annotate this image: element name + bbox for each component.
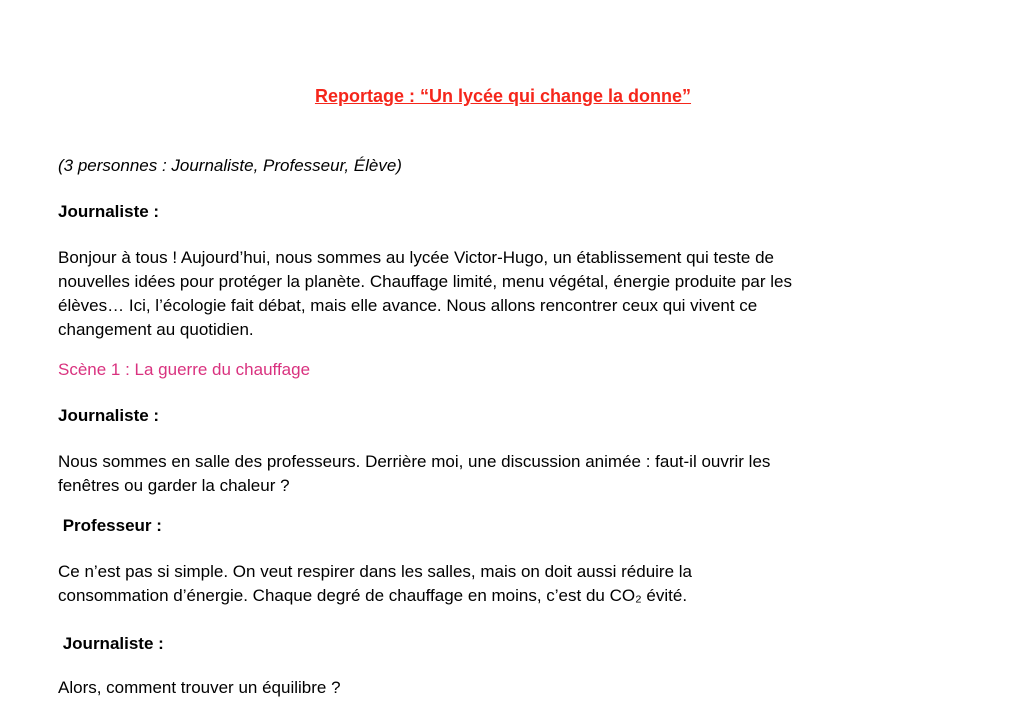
speaker-heading-journalist-2: Journaliste : xyxy=(58,634,164,653)
document-title: Reportage : “Un lycée qui change la donne” xyxy=(314,86,692,106)
text-line: changement au quotidien. xyxy=(58,320,254,339)
cast-line: (3 personnes : Journaliste, Professeur, Élève) xyxy=(58,156,402,175)
text-line: fenêtres ou garder la chaleur ? xyxy=(58,476,290,495)
text-line: consommation d’énergie. Chaque degré de chauffage en moins, c’est du CO₂ évité. xyxy=(58,586,688,605)
journalist-2-paragraph xyxy=(58,676,948,700)
text-line: Nous sommes en salle des professeurs. Derrière moi, une discussion animée : faut-il ouvrir les xyxy=(58,452,771,471)
scene-1-heading: Scène 1 : La guerre du chauffage xyxy=(58,360,311,379)
speaker-heading-professor: Professeur : xyxy=(58,516,162,535)
journalist-1-paragraph xyxy=(58,450,948,498)
text-line: Bonjour à tous ! Aujourd’hui, nous sommes au lycée Victor-Hugo, un établissement qui teste de xyxy=(58,248,774,267)
text-line: nouvelles idées pour protéger la planète. Chauffage limité, menu végétal, énergie produite par les xyxy=(58,272,792,291)
intro-paragraph xyxy=(58,246,948,342)
speaker-heading-journalist-1: Journaliste : xyxy=(58,406,160,425)
speaker-heading-journalist-intro: Journaliste : xyxy=(58,202,160,221)
text-line: Alors, comment trouver un équilibre ? xyxy=(58,678,341,697)
text-line: Ce n’est pas si simple. On veut respirer dans les salles, mais on doit aussi réduire la xyxy=(58,562,693,581)
professor-paragraph xyxy=(58,560,948,608)
text-line: élèves… Ici, l’écologie fait débat, mais elle avance. Nous allons rencontrer ceux qui vivent ce xyxy=(58,296,758,315)
